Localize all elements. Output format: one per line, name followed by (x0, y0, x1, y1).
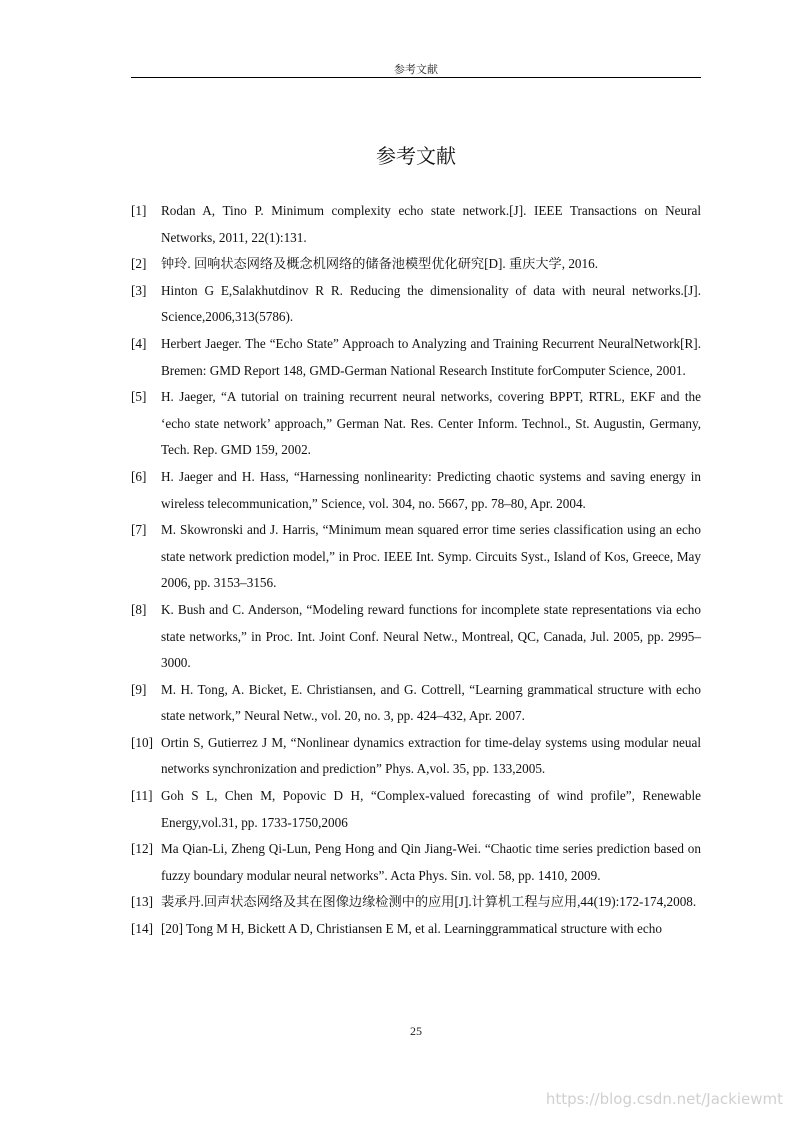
running-header: 参考文献 (394, 63, 438, 76)
reference-number: [3] (131, 282, 147, 298)
reference-item (131, 597, 701, 677)
page-number: 25 (410, 1024, 422, 1038)
reference-text: Herbert Jaeger. The “Echo State” Approach to Analyzing and Training Recurrent NeuralNetwork[R]. Bremen: GMD Report 148, GMD-German National Research Institute forComputer Science, 2001. (161, 335, 701, 378)
watermark-url: https://blog.csdn.net/Jackiewmt (545, 1090, 783, 1108)
header-rule (131, 77, 701, 78)
reference-list (131, 198, 701, 943)
reference-item (131, 730, 701, 783)
section-title: 参考文献 (376, 144, 456, 168)
reference-text: K. Bush and C. Anderson, “Modeling reward functions for incomplete state representations via echo state networks,” in Proc. Int. Joint Conf. Neural Netw., Montreal, QC, Canada, Jul. 2005, pp. 2995–3000. (161, 601, 701, 671)
reference-text: H. Jaeger, “A tutorial on training recurrent neural networks, covering BPPT, RTRL, EKF and the ‘echo state network’ approach,” German Nat. Res. Center Inform. Technol., St. Augustin, Germany, Tech. Rep. GMD 159, 2002. (161, 389, 701, 458)
reference-item (131, 464, 701, 517)
reference-text: Rodan A, Tino P. Minimum complexity echo state network.[J]. IEEE Transactions on Neural Networks, 2011, 22(1):131. (161, 203, 701, 245)
reference-number: [8] (131, 601, 147, 617)
reference-item (131, 677, 701, 730)
reference-item (131, 836, 701, 889)
reference-text: 钟玲. 回响状态网络及概念机网络的储备池模型优化研究[D]. 重庆大学, 2016. (161, 256, 599, 272)
reference-text: Ortin S, Gutierrez J M, “Nonlinear dynamics extraction for time-delay systems using modular neual networks synchronization and prediction” Phys. A,vol. 35, pp. 133,2005. (161, 734, 701, 777)
reference-number: [10] (131, 734, 153, 750)
reference-item (131, 331, 701, 384)
reference-number: [2] (131, 256, 147, 272)
reference-text: M. Skowronski and J. Harris, “Minimum mean squared error time series classification using an echo state network prediction model,” in Proc. IEEE Int. Symp. Circuits Syst., Island of Kos, Greece, May 2006, pp. 3153–3156. (161, 522, 701, 591)
reference-text: [20] Tong M H, Bickett A D, Christiansen E M, et al. Learninggrammatical structure with echo (161, 921, 662, 937)
reference-number: [5] (131, 389, 147, 405)
reference-number: [9] (131, 681, 147, 697)
reference-number: [11] (131, 788, 153, 804)
reference-item (131, 889, 701, 916)
reference-number: [12] (131, 841, 153, 857)
reference-text: 裴承丹.回声状态网络及其在图像边缘检测中的应用[J].计算机工程与应用,44(19):172-174,2008. (161, 894, 697, 910)
reference-text: Goh S L, Chen M, Popovic D H, “Complex-valued forecasting of wind profile”, Renewable Energy,vol.31, pp. 1733-1750,2006 (161, 788, 701, 830)
reference-item (131, 278, 701, 331)
reference-item (131, 251, 701, 278)
reference-text: M. H. Tong, A. Bicket, E. Christiansen, and G. Cottrell, “Learning grammatical structure with echo state network,” Neural Netw., vol. 20, no. 3, pp. 424–432, Apr. 2007. (161, 681, 701, 724)
reference-item (131, 783, 701, 836)
reference-number: [7] (131, 522, 147, 538)
reference-item (131, 517, 701, 597)
reference-text: Ma Qian-Li, Zheng Qi-Lun, Peng Hong and Qin Jiang-Wei. “Chaotic time series prediction based on fuzzy boundary modular neural networks”. Acta Phys. Sin. vol. 58, pp. 1410, 2009. (161, 841, 701, 883)
reference-number: [13] (131, 894, 153, 910)
reference-item (131, 384, 701, 464)
reference-number: [1] (131, 203, 147, 218)
reference-number: [4] (131, 335, 147, 351)
reference-number: [14] (131, 921, 153, 937)
reference-text: Hinton G E,Salakhutdinov R R. Reducing the dimensionality of data with neural networks.[J]. Science,2006,313(5786). (161, 282, 701, 325)
reference-text: H. Jaeger and H. Hass, “Harnessing nonlinearity: Predicting chaotic systems and saving energy in wireless telecommunication,” Science, vol. 304, no. 5667, pp. 78–80, Apr. 2004. (161, 468, 701, 511)
reference-item (131, 198, 701, 251)
reference-number: [6] (131, 468, 147, 484)
reference-item (131, 916, 701, 943)
